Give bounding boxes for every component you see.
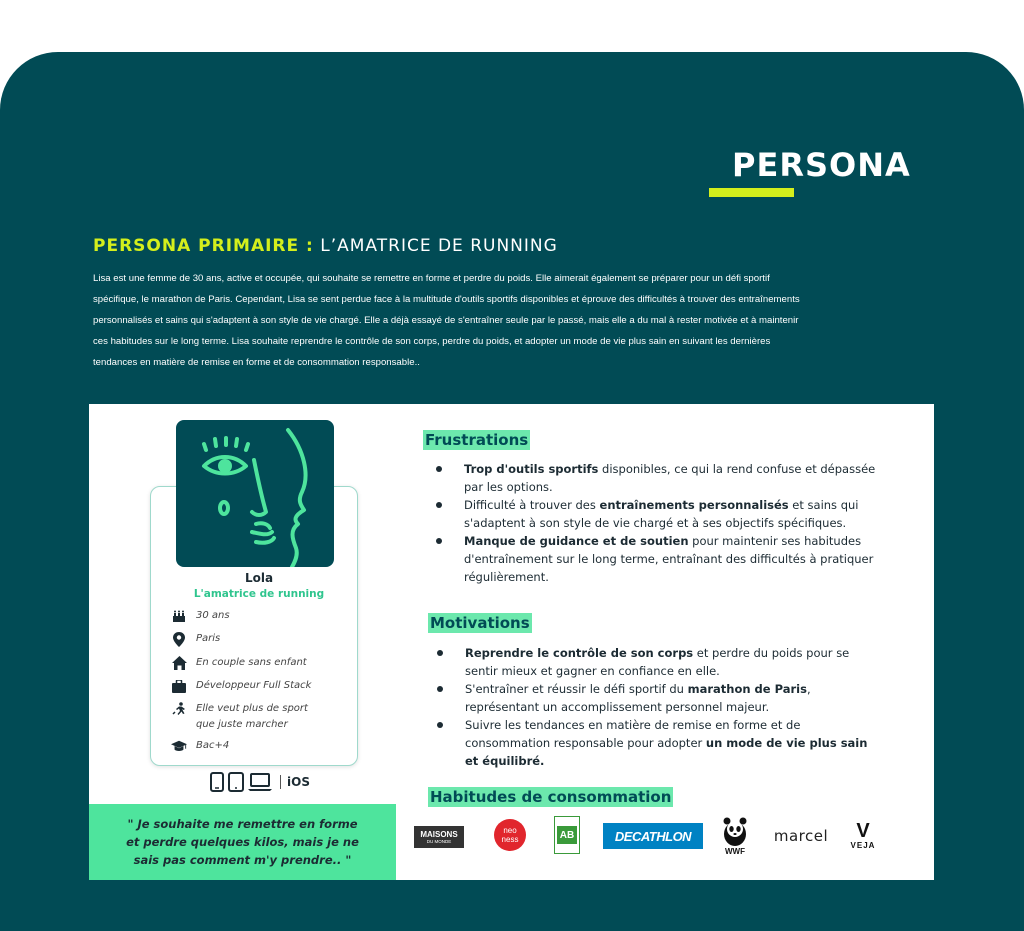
persona-subtitle [93, 236, 558, 256]
laptop-icon [248, 772, 272, 792]
info-family-text: En couple sans enfant [196, 657, 307, 668]
habits-heading: Habitudes de consommation [430, 788, 672, 806]
info-family [171, 655, 307, 671]
profile-role: L'amatrice de running [193, 588, 325, 600]
device-list [210, 772, 310, 792]
location-pin-icon [171, 631, 187, 647]
tablet-icon [228, 772, 244, 792]
info-job [171, 678, 311, 694]
info-age-text: 30 ans [196, 610, 230, 621]
motivations-heading: Motivations [430, 614, 530, 632]
motivations-list [437, 644, 877, 770]
info-sport [171, 701, 326, 733]
avatar [176, 420, 334, 567]
info-education-text: Bac+4 [196, 740, 230, 751]
brand-logos [412, 812, 882, 860]
persona-quote [89, 804, 396, 880]
maisons-du-monde-logo: MAISONS DU MONDE [414, 826, 464, 848]
info-job-text: Développeur Full Stack [196, 680, 312, 691]
neoness-logo: neo ness [494, 819, 526, 851]
info-city [171, 631, 220, 647]
subtitle-rest: L’AMATRICE DE RUNNING [313, 236, 558, 256]
title-underline [709, 188, 794, 197]
list-item: Manque de guidance et de soutien pour maintenir ses habitudes d'entraînement sur le long terme, entraînant des difficultés à pratiquer régulièrement. [436, 532, 876, 586]
info-sport-text: Elle veut plus de sport que juste marcher [196, 703, 308, 730]
page-title: PERSONA [732, 146, 911, 184]
agriculture-bio-logo: AB [554, 816, 580, 854]
briefcase-icon [171, 678, 187, 694]
frustrations-list [436, 460, 876, 586]
smartphone-icon [210, 772, 224, 792]
quote-text: " Je souhaite me remettre en forme et perdre quelques kilos, mais je ne sais pas comment m'y prendre.. " [126, 817, 359, 867]
platform-label: iOS [280, 775, 310, 789]
birthday-cake-icon [171, 608, 187, 624]
marcel-logo: marcel [773, 827, 829, 845]
face-line-art-icon [176, 420, 334, 567]
list-item: Suivre les tendances en matière de remise en forme et de consommation responsable pour adopter un mode de vie plus sain et équilibré. [437, 716, 877, 770]
panda-icon [722, 817, 748, 847]
persona-description: Lisa est une femme de 30 ans, active et occupée, qui souhaite se remettre en forme et perdre du poids. Elle aimerait également se préparer pour un défi sportif spécifique, le marathon de Paris. Cependant, Lisa se sent perdue face à la multitude d'outils sportifs disponibles et éprouve des difficultés à trouver des entraînements personnalisés et sains qui s'adaptent à son style de vie chargé. Elle a déjà essayé de s'entraîner seule par le passé, mais elle a du mal à rester motivée et à maintenir ces habitudes sur le long terme. Lisa souhaite reprendre le contrôle de son corps, perdre du poids, et adopter un mode de vie plus sain en suivant les dernières tendances en matière de remise en forme et de consommation responsable.. [93, 273, 800, 368]
decathlon-logo: DECATHLON [603, 823, 703, 849]
profile-name: Lola [244, 571, 274, 585]
home-icon [171, 655, 187, 671]
wwf-logo: WWF [719, 814, 751, 858]
list-item: Difficulté à trouver des entraînements personnalisés et sains qui s'adaptent à son style de vie chargé et à ses objectifs spécifiques. [436, 496, 876, 532]
info-education [171, 738, 229, 754]
frustrations-heading: Frustrations [425, 431, 529, 449]
subtitle-highlight: PERSONA PRIMAIRE : [93, 236, 314, 256]
graduation-cap-icon [171, 738, 187, 754]
info-age [171, 608, 230, 624]
running-icon [171, 701, 187, 717]
info-city-text: Paris [196, 633, 221, 644]
veja-logo: V VEJA [850, 819, 876, 850]
list-item: Reprendre le contrôle de son corps et perdre du poids pour se sentir mieux et gagner en confiance en elle. [437, 644, 877, 680]
list-item: Trop d'outils sportifs disponibles, ce qui la rend confuse et dépassée par les options. [436, 460, 876, 496]
list-item: S'entraîner et réussir le défi sportif du marathon de Paris, représentant un accomplissement personnel majeur. [437, 680, 877, 716]
